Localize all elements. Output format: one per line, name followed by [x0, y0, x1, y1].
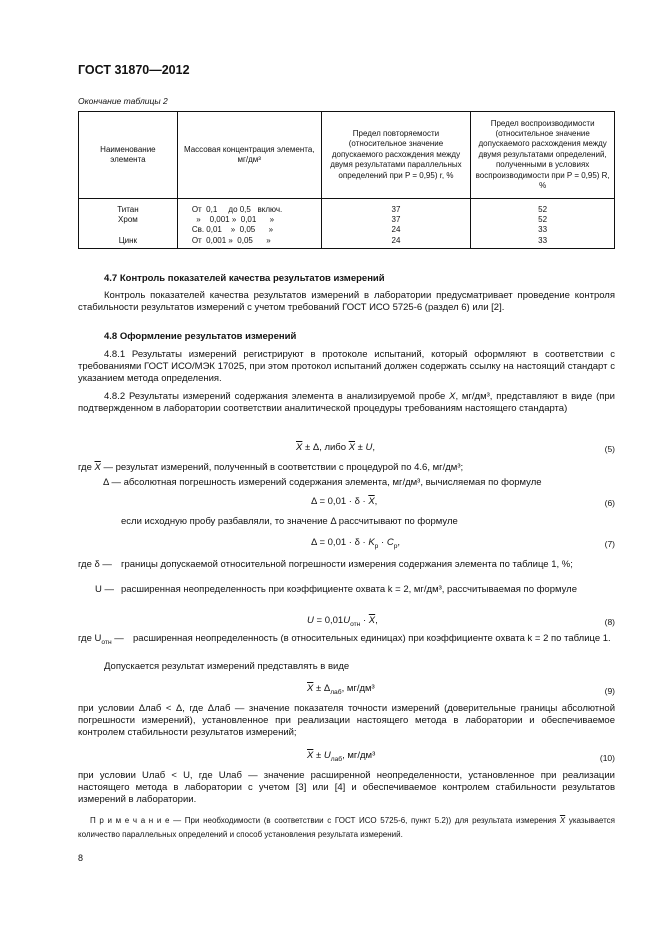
where-u-lead: U —: [95, 584, 114, 595]
document-header: ГОСТ 31870—2012: [78, 63, 190, 77]
condition-10-text: при условии Uлаб < U, где Uлаб — значение расширенной неопределенности, установленное при реализации настоящего метода в лаборатории с учетом [3] или [4] и обеспечиваемое контролем стабильности результатов измерений в лаборатории.: [78, 770, 615, 805]
cell-repeatability: 37 37 24 24: [321, 199, 471, 249]
if-diluted-text: если исходную пробу разбавляли, то значение Δ рассчитывают по формуле: [121, 516, 458, 527]
formula-10: $\overline{X} \pm U_{лаб}$, мг/дм³: [307, 750, 376, 763]
header-concentration: Массовая концентрация элемента, мг/дм³: [177, 112, 321, 199]
table-row: [79, 199, 615, 249]
equation-number-8: (8): [604, 617, 615, 627]
cell-concentrations: От 0,1 до 0,5 включ. » 0,001 » 0,01 » Св. 0,01 » 0,05 » От 0,001 » 0,05 »: [177, 199, 321, 249]
where-delta-small-text: границы допускаемой относительной погрешности измерения содержания элемента по таблице 1, %;: [121, 559, 573, 570]
table-header-row: [79, 112, 615, 199]
formula-8: $U = 0,01U_{отн} \cdot \overline{X}$,: [307, 615, 378, 628]
allowed-text: Допускается результат измерений представлять в виде: [104, 661, 350, 672]
where-uotn-lead: где $U_{отн}$ —: [78, 633, 124, 646]
section-4-7-title: 4.7 Контроль показателей качества результатов измерений: [104, 273, 385, 284]
where-delta-definition: Δ — абсолютная погрешность измерений содержания элемента, мг/дм³, вычисляемая по формуле: [103, 477, 542, 488]
formula-5: $\overline{X} \pm \Delta$, либо $\overline{X} \pm U$,: [296, 442, 376, 453]
equation-number-7: (7): [604, 539, 615, 549]
formula-9: $\overline{X} \pm \Delta_{лаб}$, мг/дм³: [307, 683, 375, 696]
equation-number-6: (6): [604, 498, 615, 508]
where-u-text: расширенная неопределенность при коэффициенте охвата k = 2, мг/дм³, рассчитываемая по формуле: [121, 584, 577, 595]
table-2: [78, 111, 615, 249]
page-number: 8: [78, 853, 84, 863]
equation-number-5: (5): [604, 444, 615, 454]
paragraph-4-8-2: 4.8.2 Результаты измерений содержания элемента в анализируемой пробе X, мг/дм³, представляют в виде (при подтвержденном в лаборатории соответствии аналитической процедуры требованиям настоящего стандарта): [78, 391, 615, 414]
paragraph-4-8-1: 4.8.1 Результаты измерений регистрируют в протоколе испытаний, который оформляют в соответствии с требованиями ГОСТ ИСО/МЭК 17025, при этом протокол испытаний должен содержать ссылку на настоящий стандарт с указанием метода определения.: [78, 349, 615, 384]
header-repeatability: Предел повторяемости (относительное значение допускаемого расхождения между двумя результатами параллельных определений при P = 0,95) r, %: [321, 112, 471, 199]
section-4-7-text: Контроль показателей качества результатов измерений в лаборатории предусматривает проведение контроля стабильности результатов измерений с учетом требований ГОСТ ИСО 5725-6 (раздел 6) или [2].: [78, 290, 615, 313]
equation-number-10: (10): [599, 753, 615, 763]
table-caption: Окончание таблицы 2: [78, 96, 168, 106]
section-4-8-title: 4.8 Оформление результатов измерений: [104, 331, 297, 342]
formula-7: $\Delta = 0,01 \cdot \delta \cdot K_р \cdot C_р$,: [311, 537, 401, 550]
where-delta-small-lead: где δ —: [78, 559, 112, 570]
condition-9-text: при условии Δлаб < Δ, где Δлаб — значение показателя точности измерений (доверительные границы абсолютной погрешности измерений), установленное при реализации настоящего метода в лаборатории и обеспечиваемое контролем стабильности результатов измерений;: [78, 703, 615, 738]
cell-elements: Титан Хром Цинк: [79, 199, 178, 249]
where-x-definition: где $\overline{X}$ — результат измерений, полученный в соответствии с процедурой по 4.6, мг/дм³;: [78, 462, 464, 473]
equation-number-9: (9): [604, 686, 615, 696]
header-element-name: Наименование элемента: [79, 112, 178, 199]
note: П р и м е ч а н и е — При необходимости (в соответствии с ГОСТ ИСО 5725-6, пункт 5.2)) для результата измерения $\overline{X}$ указывается количество параллельных определений и способ установления результата измерений.: [78, 816, 616, 839]
where-uotn-text: расширенная неопределенность (в относительных единицах) при коэффициенте охвата k = 2 по таблице 1.: [133, 633, 611, 644]
formula-6: $\Delta = 0,01 \cdot \delta \cdot \overline{X}$,: [311, 496, 378, 507]
header-reproducibility: Предел воспроизводимости (относительное значение допускаемого расхождения между двумя результатами определений, полученными в условиях воспроизводимости при P = 0,95) R, %: [471, 112, 615, 199]
cell-reproducibility: 52 52 33 33: [471, 199, 615, 249]
